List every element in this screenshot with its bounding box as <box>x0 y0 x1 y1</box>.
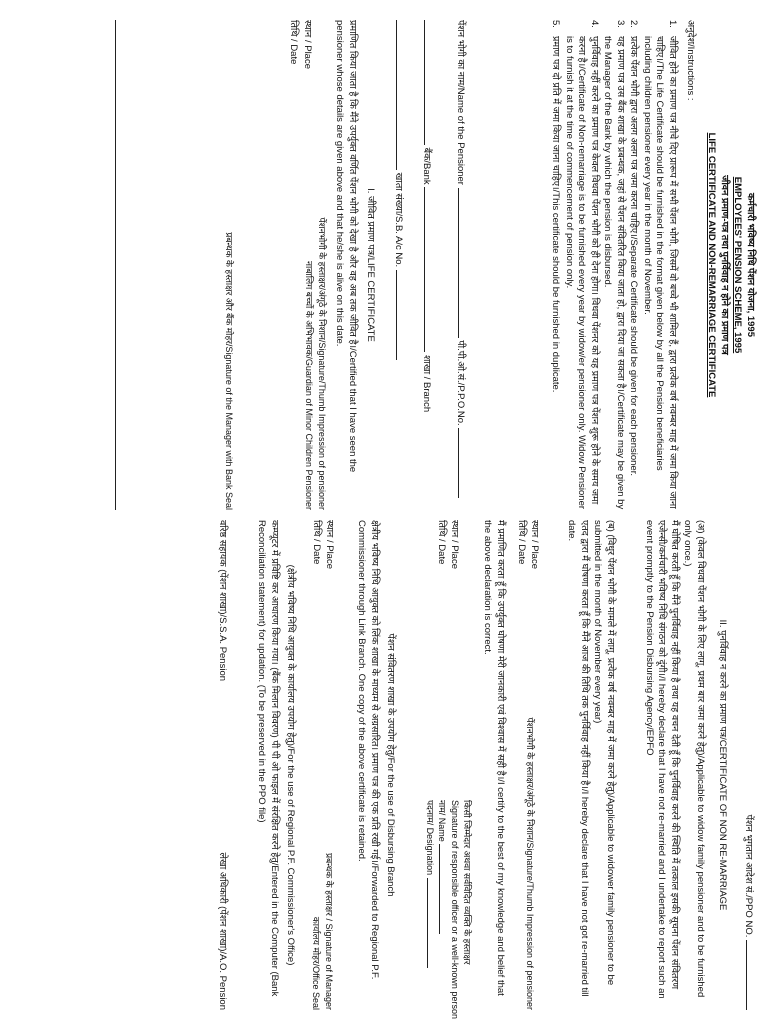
account-number-field[interactable] <box>396 270 406 360</box>
ao-pension-label: लेखा अधिकारी (पेंशन शाखा)/A.O. Pension <box>217 852 228 1010</box>
place-label: स्थान / Place <box>324 520 335 569</box>
item-b-heading: (ब) (विधुर पेंशन भोगी के मामले में लागू, प्रत्येक वर्ष नवम्बर माह में जमा करने हेतु)/Applicable to widower family pensioner to be submitted in the month of November every year) <box>592 520 616 986</box>
item-a-heading: (अ) (केवल विधवा पेंशन भोगी के लिए लागू, प्रथम बार जमा करने हेतु)/Applicable to widow family pensioner and to be furnished only once.) <box>682 520 706 998</box>
non-remarriage-section <box>0 520 768 1019</box>
officer-name-row <box>436 800 450 934</box>
pensioner-name-row <box>454 20 469 510</box>
instruction-item: 2. प्रत्येक पेंशन भोगी द्वारा अलग अलग पत्र जमा करना चाहिए।/Separate Certificate should be given for each pensioner. <box>628 20 640 476</box>
pensioner-name-field[interactable] <box>458 188 468 338</box>
pensioner-signature-label: पेंशनभोगी के हस्ताक्षर/अंगूठे के निशान/Signature/Thumb Impression of pensioner <box>317 217 327 510</box>
date-label: तिथि / Date <box>288 20 299 65</box>
certificate-subtitle: LIFE CERTIFICATE AND NON-REMARRIAGE CERTIFICATE <box>706 132 717 398</box>
officer-name-field[interactable] <box>439 844 449 934</box>
life-certificate-text: प्रमाणित किया जाता है कि मैंने उपर्युक्त वर्णित पेंशन भोगी को देखा है और वह अब तक जीवित है।/Certified that I have seen the pensioner whose details are given above and that he/she is alive on this date. <box>334 20 358 473</box>
disbursing-branch-text: क्षेत्रीय भविष्य निधि आयुक्त को लिंक शाखा के माध्यम से अग्रसारित। प्रमाण पत्र की एक प्रति रखी गई।/Forwarded to Regional P.F. Commissioner through Link Branch. One copy of the above certificate is retained. <box>356 520 380 980</box>
officer-designation-field[interactable] <box>427 878 437 968</box>
date-label: तिथि / Date <box>436 520 447 565</box>
account-row <box>392 20 407 510</box>
certify-text: मैं प्रमाणित करता हूँ कि उपर्युक्त घोषणा मेरी जानकारी एवं विश्वास में सही है।/I certify to the best of my knowledge and belief that the above declaration is correct. <box>482 520 506 996</box>
guardian-signature-label: नाबालिग बच्चों के अभिभावक/Guardian of Minor Children Pensioner <box>304 261 314 510</box>
scheme-title-hindi: कर्मचारी भविष्य निधि पेंशन योजना, 1995 <box>745 192 756 337</box>
certificate-subtitle-hindi: जीवन प्रमाण-पत्र तथा पुनर्विवाह न होने का प्रमाण पत्र <box>719 175 730 355</box>
ppo-no-field[interactable] <box>746 940 756 1010</box>
office-seal-label: कार्यालय मोहर/Office Seal <box>311 916 321 1010</box>
bank-row <box>420 20 435 510</box>
officer-designation-row <box>424 800 438 968</box>
ppo-no-row <box>742 520 757 1010</box>
responsible-officer-label: Signature of responsible officer or a well-known person <box>450 800 460 1019</box>
rpfc-text: कम्प्यूटर में प्रविष्टि कर आधारण किया गया। (बैंक मिलान विवरण) पी पी ओ फाइल में संरक्षित करने हेतु/Entered in the Computer (Bank Reconciliation statement) for updation. (To be preserved in the PPO file) <box>256 520 280 997</box>
place-label: स्थान / Place <box>529 520 540 569</box>
date-label: तिथि / Date <box>516 520 527 565</box>
rpfc-heading: (क्षेत्रीय भविष्य निधि आयुक्त के कार्यालय उपयोग हेतु)/For the use of Regional P.F. Commissioner's Office) <box>285 564 296 966</box>
responsible-officer-hindi: किसी जिम्मेदार अथवा सर्वविदित व्यक्ति के हस्ताक्षर <box>462 800 472 965</box>
date-label: तिथि / Date <box>311 520 322 565</box>
instruction-item: 4. पुनर्विवाह नहीं करने का प्रमाण पत्र केवल विधवा पेंशन भोगी को ही देना होगा। विधवा पेंशनर को यह प्रमाण पत्र पेंशन शुरू होने के समय जमा करना है।/Certificate of Non-remarriage is to be furnished every year by widow/er pensioner only. Widow Pensioner is to furnish it at the time of commencement of pension only. <box>564 20 600 510</box>
officer-designation-label: पदनाम/ Designation <box>425 800 435 876</box>
officer-name-label: नाम/ Name <box>437 800 447 842</box>
instruction-item: 5. प्रमाण पत्र दो प्रति में जमा किया जाना चाहिए।/This certificate should be furnished in duplicate. <box>550 20 562 393</box>
place-label: स्थान / Place <box>302 20 313 69</box>
bank-address-field[interactable] <box>396 20 406 170</box>
instruction-item: 1. जीवित होने का प्रमाण पत्र नीचे दिए प्रारूप में सभी पेंशन भोगी, जिसमें वो बच्चे भी शामिल हैं, द्वारा प्रत्येक वर्ष नवम्बर माह में जमा किया जाना चाहिए।/The Life Certificate should be furnished in the format given below by all the Pension beneficiaries including children pensioner every year in the month of November. <box>642 20 678 509</box>
account-number-label: खाता संख्या/S.B. A/c No. <box>393 172 404 268</box>
bank-label: बैंक/Bank <box>421 147 432 185</box>
pensioner-signature-label: पेंशनभोगी के हस्ताक्षर/अंगूठे के निशान/Signature/Thumb Impression of pensioner <box>525 717 535 1010</box>
item-a-text: मैं घोषित करती हूँ कि मैंने पुनर्विवाह नहीं किया है तथा यह वचन देती हूँ कि पुनर्विवाह करने की स्थिति में तत्काल इसकी सूचना पेंशन संवितरण एजेन्सी/कर्मचारी भविष्य निधि संगठन को दूंगी।/I hereby declare that I have not re-married and I undertake to report such an event promptly to the Pension Disbursing Agency/EPFO <box>644 520 680 999</box>
instructions-label: अनुदेश/Instructions : <box>685 20 696 101</box>
place-label: स्थान / Place <box>449 520 460 569</box>
branch-label: शाखा / Branch <box>421 354 432 413</box>
scheme-title: EMPLOYEES' PENSION SCHEME, 1995 <box>732 176 743 354</box>
non-remarriage-heading: II. पुनर्विवाह न करने का प्रमाण पत्र/CERTIFICATE OF NON RE-MARRIAGE <box>717 619 728 911</box>
branch-field[interactable] <box>424 187 434 352</box>
ppo-no-label: पेंशन भुगतान आदेश सं./PPO NO. <box>743 814 754 938</box>
life-certificate-section <box>0 20 768 510</box>
instruction-item: 3. यह प्रमाण पत्र उस बैंक शाखा के प्रबन्धक, जहां से पेंशन संवितरित किया जाता हो, द्वारा दिया जा सकता है।/Certificate may be given by the Manager of the Bank by which the pension is disbursed. <box>602 20 626 510</box>
disbursing-branch-heading: पेंशन संवितरण शाखा के उपयोग हेतु/For the use of Disbursing Branch <box>385 633 396 897</box>
instructions-list <box>548 20 678 510</box>
item-b-text: एतद द्वारा मैं घोषणा करता हूँ कि मैंने आज की तिथि तक पुनर्विवाह नहीं किया है।/I hereby declare that I have not got re-married till date. <box>566 520 590 997</box>
bank-field[interactable] <box>424 20 434 145</box>
manager-signature-label: प्रबन्धक के हस्ताक्षर और बैंक मोहर/Signature of the Manager with Bank Seal <box>224 232 234 510</box>
ppo-number-label: पी.पी.ओ.सं./P.P.O.No. <box>455 340 466 426</box>
life-certificate-heading: I. जीवित प्रमाण पत्र/LIFE CERTIFICATE <box>365 188 376 342</box>
section-divider <box>115 20 116 510</box>
manager-signature-label: प्रबन्धक के हस्ताक्षर / Signature of Manager <box>324 852 334 1010</box>
ppo-number-field[interactable] <box>458 428 468 498</box>
ssa-pension-label: वरिष्ठ सहायक (पेंशन शाखा)/S.S.A. Pension <box>217 520 228 682</box>
pensioner-name-label: पेंशन भोगी का नाम/Name of the Pensioner <box>455 20 466 185</box>
